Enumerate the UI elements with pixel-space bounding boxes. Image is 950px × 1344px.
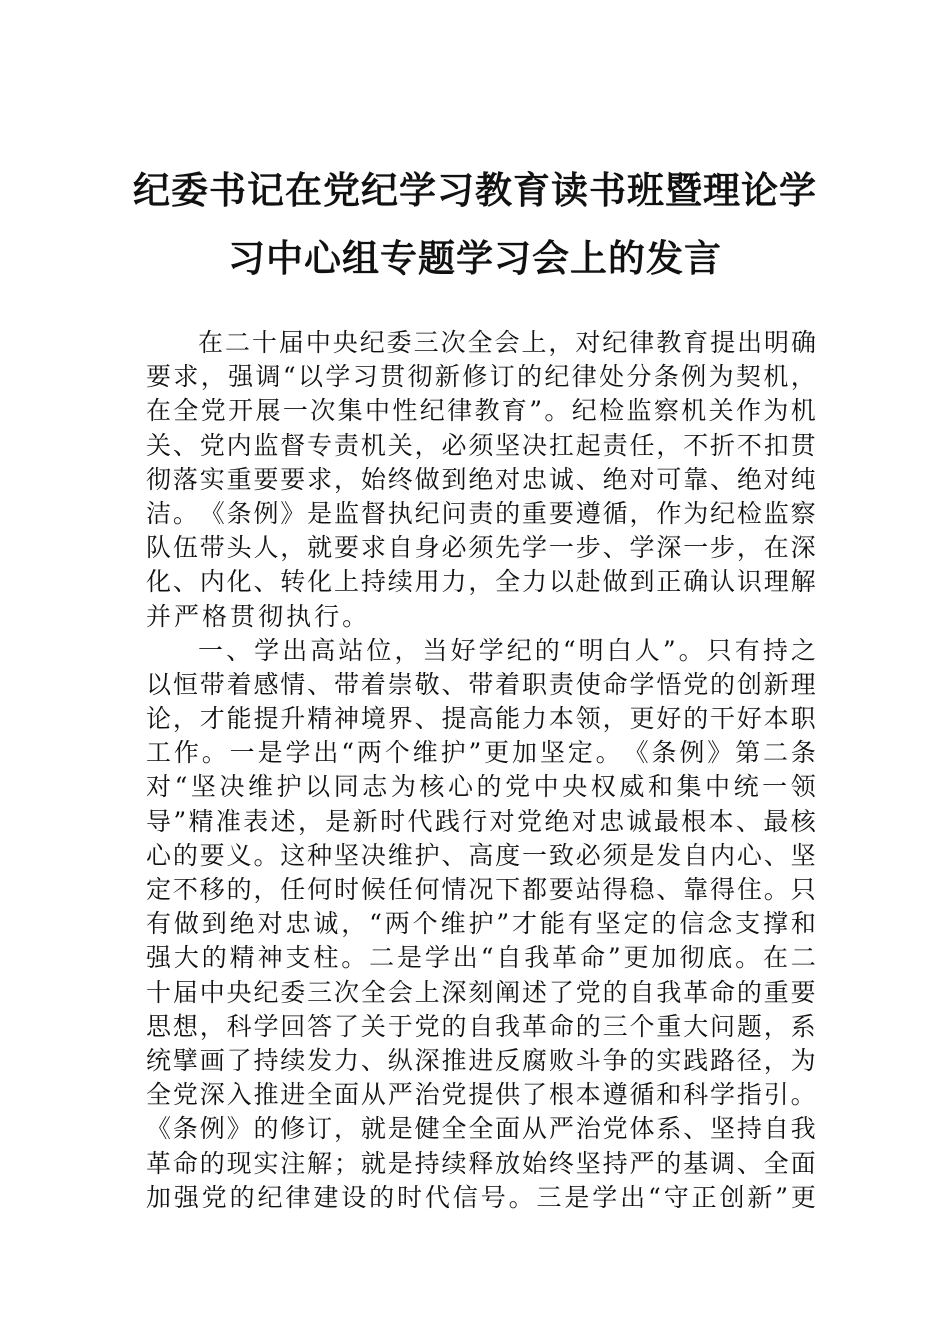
body-text-line: 对 “ 坚 决 维 护 以 同 志 为 核 心 的 党 中 央 权 威 和 集 中 统 一 领 <box>146 772 816 802</box>
body-text-line: 彻 落 实 重 要 要 求 ， 始 终 做 到 绝 对 忠 诚 、 绝 对 可 靠 、 绝 对 纯 <box>146 464 816 494</box>
document-title-line-2: 习中心组专题学习会上的发言 <box>228 236 722 280</box>
body-text-line: 在 二 十 届 中 央 纪 委 三 次 全 会 上 ， 对 纪 律 教 育 提 出 明 确 <box>198 328 816 357</box>
document-body <box>146 326 816 1215</box>
body-text-line: 队 伍 带 头 人 ， 就 要 求 自 身 必 须 先 学 一 步 、 学 深 一 步 ， 在 深 <box>146 533 816 563</box>
body-text-line: 十 届 中 央 纪 委 三 次 全 会 上 深 刻 阐 述 了 党 的 自 我 革 命 的 重 要 <box>146 977 816 1007</box>
body-text-line: 并 严 格 贯 彻 执 行 。 <box>146 601 371 631</box>
body-text-line: 工 作 。 一 是 学 出 “ 两 个 维 护 ” 更 加 坚 定 。 《 条 例 》 第 二 条 <box>146 738 816 768</box>
body-text-line: 化 、 内 化 、 转 化 上 持 续 用 力 ， 全 力 以 赴 做 到 正 确 认 识 理 解 <box>146 567 816 597</box>
body-text-line: 洁 。 《 条 例 》 是 监 督 执 纪 问 责 的 重 要 遵 循 ， 作 为 纪 检 监 察 <box>146 498 816 528</box>
body-text-line: 导 ” 精 准 表 述 ， 是 新 时 代 践 行 对 党 绝 对 忠 诚 最 根 本 、 最 核 <box>146 806 816 836</box>
body-text-line: 以 恒 带 着 感 情 、 带 着 崇 敬 、 带 着 职 责 使 命 学 悟 党 的 创 新 理 <box>146 669 816 699</box>
body-text-line: 思 想 ， 科 学 回 答 了 关 于 党 的 自 我 革 命 的 三 个 重 大 问 题 ， 系 <box>146 1011 816 1041</box>
body-text-line: 一 、 学 出 高 站 位 ， 当 好 学 纪 的 “ 明 白 人 ” 。 只 有 持 之 <box>198 635 816 665</box>
body-text-line: 《 条 例 》 的 修 订 ， 就 是 健 全 全 面 从 严 治 党 体 系 、 坚 持 自 我 <box>146 1114 816 1144</box>
body-text-line: 要 求 ， 强 调 “ 以 学 习 贯 彻 新 修 订 的 纪 律 处 分 条 例 为 契 机 ， <box>146 362 816 392</box>
body-text-line: 在 全 党 开 展 一 次 集 中 性 纪 律 教 育 ” 。 纪 检 监 察 机 关 作 为 机 <box>146 396 816 426</box>
document-title-line-1: 纪委书记在党纪学习教育读书班暨理论学 <box>133 168 817 212</box>
body-text-line: 有 做 到 绝 对 忠 诚 ， “ 两 个 维 护 ” 才 能 有 坚 定 的 信 念 支 撑 和 <box>146 909 816 939</box>
body-text-line: 加 强 党 的 纪 律 建 设 的 时 代 信 号 。 三 是 学 出 “ 守 正 创 新 ” 更 <box>146 1182 816 1212</box>
body-text-line: 论 ， 才 能 提 升 精 神 境 界 、 提 高 能 力 本 领 ， 更 好 的 干 好 本 职 <box>146 704 816 734</box>
body-text-line: 强 大 的 精 神 支 柱 。 二 是 学 出 “ 自 我 革 命 ” 更 加 彻 底 。 在 二 <box>146 943 816 973</box>
body-text-line: 全 党 深 入 推 进 全 面 从 严 治 党 提 供 了 根 本 遵 循 和 科 学 指 引 。 <box>146 1080 816 1110</box>
body-text-line: 关 、 党 内 监 督 专 责 机 关 ， 必 须 坚 决 扛 起 责 任 ， 不 折 不 扣 贯 <box>146 430 816 460</box>
body-text-line: 定 不 移 的 ， 任 何 时 候 任 何 情 况 下 都 要 站 得 稳 、 靠 得 住 。 只 <box>146 875 816 904</box>
body-text-line: 统 擘 画 了 持 续 发 力 、 纵 深 推 进 反 腐 败 斗 争 的 实 践 路 径 ， 为 <box>146 1045 816 1075</box>
body-text-line: 革 命 的 现 实 注 解 ； 就 是 持 续 释 放 始 终 坚 持 严 的 基 调 、 全 面 <box>146 1148 816 1178</box>
body-text-line: 心 的 要 义 。 这 种 坚 决 维 护 、 高 度 一 致 必 须 是 发 自 内 心 、 坚 <box>146 840 816 870</box>
